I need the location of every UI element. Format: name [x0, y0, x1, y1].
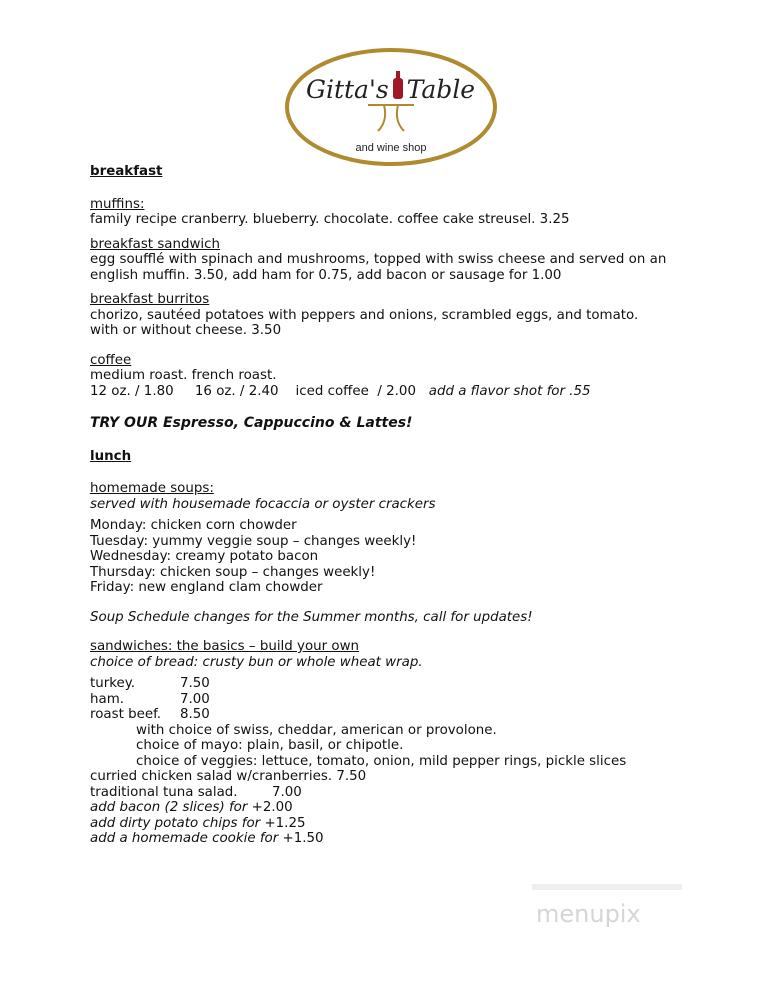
- sandwich-price: 8.50: [180, 707, 210, 722]
- watermark-graphic: [528, 878, 688, 938]
- soup-day-thursday: Thursday: chicken soup – changes weekly!: [90, 564, 376, 580]
- breakfast-sandwich-section: [90, 237, 690, 284]
- mayo-choice: choice of mayo: plain, basil, or chipotle.: [136, 738, 404, 753]
- muffins-section: [90, 197, 690, 228]
- menu-document: [90, 164, 690, 847]
- breakfast-burritos-line-2: with or without cheese. 3.50: [90, 323, 282, 338]
- watermark-text: menupix: [536, 900, 641, 928]
- bread-choice: choice of bread: crusty bun or whole wheat wrap.: [90, 654, 423, 670]
- addon-price: +2.00: [247, 800, 293, 815]
- tuna-salad-price: 7.00: [272, 784, 302, 800]
- coffee-line-1: medium roast. french roast.: [90, 368, 277, 383]
- logo-brand-text: Gitta's Table: [306, 75, 476, 104]
- list-item: [90, 692, 690, 708]
- sandwich-price: 7.00: [180, 691, 210, 707]
- logo: [284, 47, 498, 167]
- logo-subtitle: and wine shop: [355, 142, 427, 154]
- sandwich-list: [90, 676, 690, 847]
- addon-price: +1.25: [260, 815, 306, 831]
- soup-day-wednesday: Wednesday: creamy potato bacon: [90, 549, 319, 564]
- sandwiches-title: sandwiches: the basics – build your own: [90, 639, 360, 654]
- soup-day-friday: Friday: new england clam chowder: [90, 580, 323, 595]
- soup-day-monday: Monday: chicken corn chowder: [90, 518, 297, 533]
- breakfast-sandwich-line-2: english muffin. 3.50, add ham for 0.75, add bacon or sausage for 1.00: [90, 267, 562, 283]
- tuna-salad-name: traditional tuna salad.: [90, 784, 238, 800]
- addon-price: +1.50: [278, 831, 324, 846]
- coffee-title: coffee: [90, 352, 132, 368]
- addon-label: add a homemade cookie for: [90, 831, 279, 846]
- table-icon: [368, 105, 414, 131]
- addon-label: add bacon (2 slices) for: [90, 800, 248, 815]
- soup-schedule-note: Soup Schedule changes for the Summer months, call for updates!: [90, 609, 533, 625]
- tuna-salad: [90, 785, 690, 801]
- sandwiches-section: [90, 639, 690, 847]
- coffee-flavor-shot: add a flavor shot for .55: [428, 383, 591, 399]
- coffee-prices: [90, 384, 690, 400]
- soups-title: homemade soups:: [90, 481, 214, 496]
- sandwich-name: roast beef.: [90, 707, 162, 722]
- veggie-choice: choice of veggies: lettuce, tomato, onion, mild pepper rings, pickle slices: [136, 753, 627, 769]
- breakfast-burritos-section: [90, 292, 690, 339]
- coffee-section: [90, 353, 690, 400]
- addon-chips: [90, 816, 690, 832]
- list-item: [90, 707, 690, 723]
- muffins-title: muffins:: [90, 196, 145, 212]
- sandwich-name: ham.: [90, 691, 124, 707]
- wine-bottle-icon: [393, 71, 403, 99]
- addon-label: add dirty potato chips for: [90, 815, 261, 831]
- breakfast-sandwich-title: breakfast sandwich: [90, 236, 221, 252]
- curried-chicken-salad: curried chicken salad w/cranberries. 7.50: [90, 769, 367, 784]
- muffins-desc: family recipe cranberry. blueberry. chocolate. coffee cake streusel. 3.25: [90, 212, 570, 227]
- breakfast-burritos-line-1: chorizo, sautéed potatoes with peppers and onions, scrambled eggs, and tomato.: [90, 307, 639, 323]
- soups-section: [90, 481, 690, 625]
- cheese-choice: with choice of swiss, cheddar, american or provolone.: [136, 722, 497, 738]
- sandwich-name: turkey.: [90, 676, 136, 691]
- list-item: [90, 676, 690, 692]
- addon-cookie: [90, 831, 690, 847]
- menupix-watermark: [528, 878, 688, 938]
- soup-schedule: [90, 518, 690, 596]
- breakfast-heading: breakfast: [90, 164, 163, 179]
- breakfast-sandwich-line-1: egg soufflé with spinach and mushrooms, topped with swiss cheese and served on an: [90, 252, 667, 267]
- logo-graphic: [284, 47, 498, 167]
- soup-day-tuesday: Tuesday: yummy veggie soup – changes weekly!: [90, 533, 417, 549]
- sandwich-price: 7.50: [180, 676, 210, 691]
- lunch-heading: lunch: [90, 448, 132, 464]
- soups-served-with: served with housemade focaccia or oyster crackers: [90, 496, 436, 512]
- coffee-price-list: 12 oz. / 1.80 16 oz. / 2.40 iced coffee / 2.00: [90, 383, 416, 399]
- addon-bacon: [90, 800, 690, 816]
- breakfast-burritos-title: breakfast burritos: [90, 292, 210, 307]
- espresso-promo: TRY OUR Espresso, Cappuccino & Lattes!: [90, 415, 413, 431]
